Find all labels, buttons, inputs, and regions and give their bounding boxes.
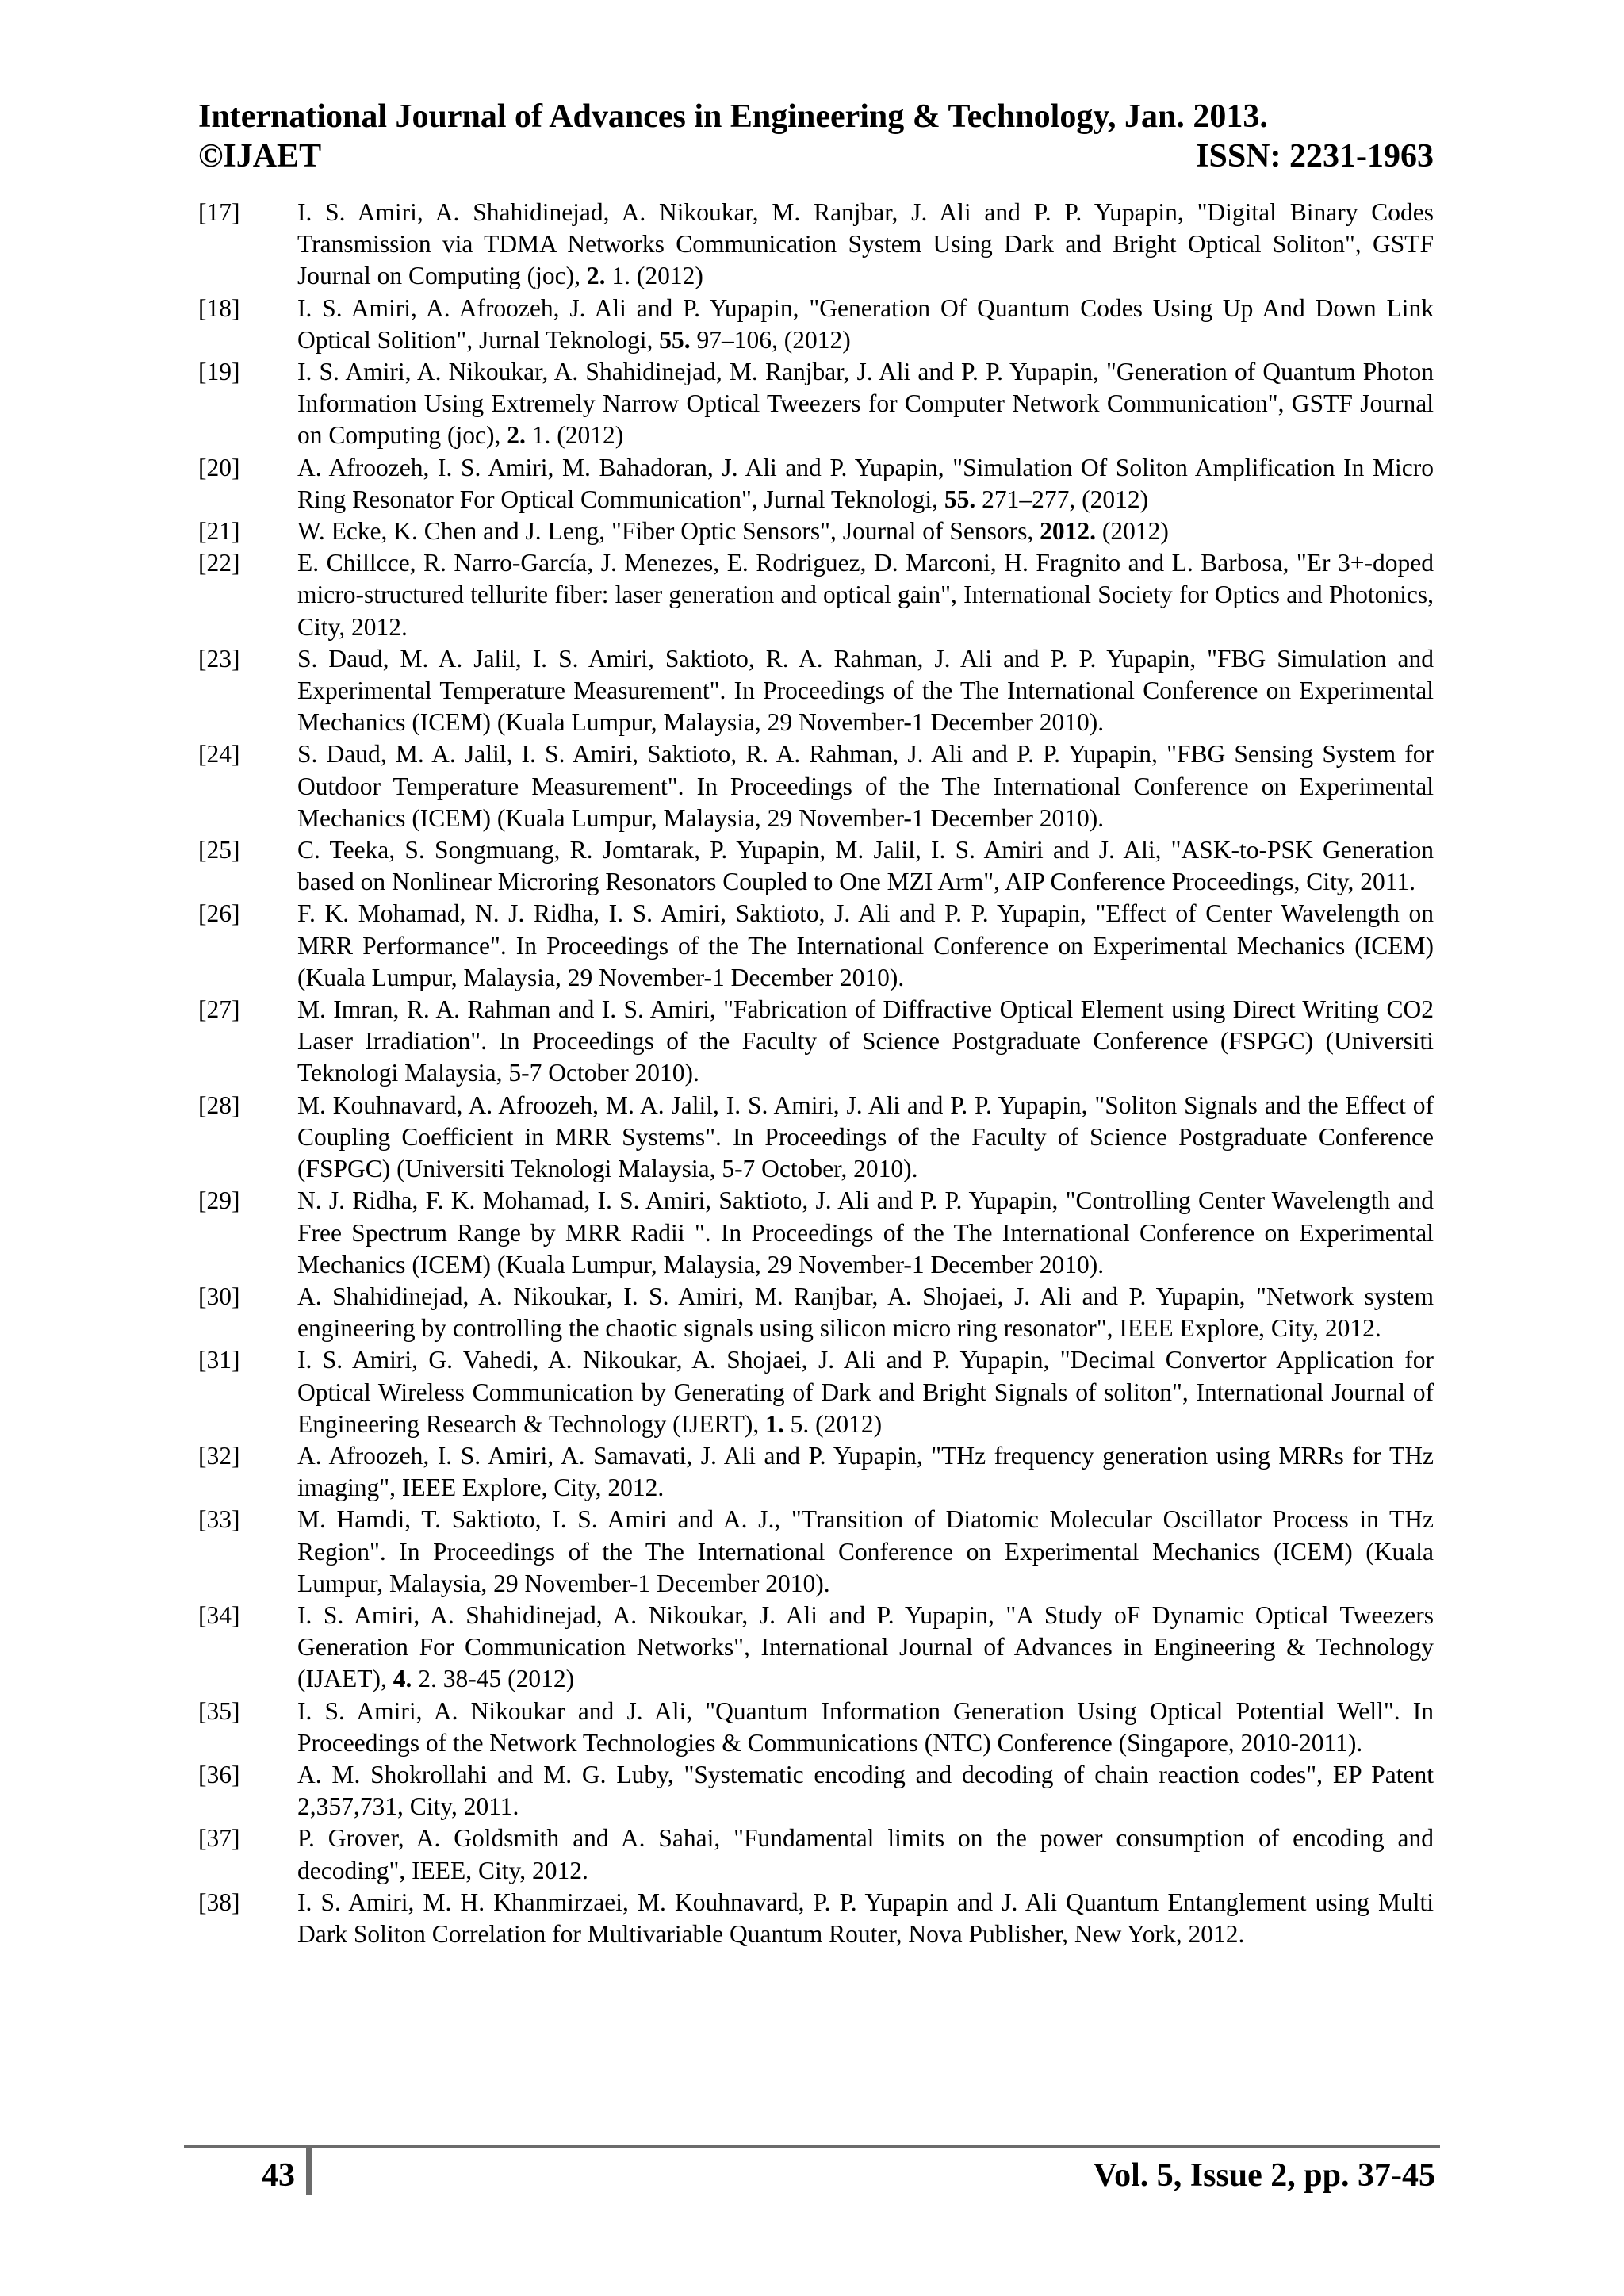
reference-text [297, 356, 1434, 452]
reference-citation: I. S. Amiri, G. Vahedi, A. Nikoukar, A. Shojaei, J. Ali and P. Yupapin, "Decimal Convertor Application for Optical Wireless Communication by Generating of Dark and Bright Signals of soliton", International Journal of Engineering Research & Technology (IJERT), [297, 1346, 1434, 1438]
reference-number: [19] [198, 358, 240, 386]
reference-text [297, 898, 1434, 994]
reference-volume: 55. [944, 485, 976, 513]
reference-item [198, 452, 1434, 516]
reference-text [297, 1185, 1434, 1281]
reference-text [297, 1281, 1434, 1344]
reference-text [297, 1600, 1434, 1696]
journal-header [198, 97, 1434, 176]
reference-number: [37] [198, 1824, 240, 1853]
reference-text [297, 738, 1434, 834]
reference-text [297, 547, 1434, 643]
reference-number: [36] [198, 1760, 240, 1788]
reference-item [198, 1696, 1434, 1759]
reference-text [297, 1823, 1434, 1886]
reference-number: [33] [198, 1505, 240, 1534]
reference-item [198, 1090, 1434, 1186]
reference-item [198, 1823, 1434, 1886]
reference-number: [38] [198, 1888, 240, 1916]
reference-volume: 55. [659, 325, 691, 354]
reference-text [297, 197, 1434, 293]
reference-number: [17] [198, 198, 240, 226]
issn-label: ISSN: 2231-1963 [1196, 138, 1434, 174]
reference-item [198, 293, 1434, 356]
footer-rule [184, 2145, 1440, 2148]
reference-number: [35] [198, 1696, 240, 1725]
reference-citation: F. K. Mohamad, N. J. Ridha, I. S. Amiri, Saktioto, J. Ali and P. P. Yupapin, "Effect of Center Wavelength on MRR Performance". In Proceedings of the The International Conference on Experimental Mechanics (ICEM) (Kuala Lumpur, Malaysia, 29 November-1 December 2010). [297, 899, 1434, 991]
reference-citation: I. S. Amiri, A. Nikoukar and J. Ali, "Quantum Information Generation Using Optical Potential Well". In Proceedings of the Network Technologies & Communications (NTC) Conference (Singapore, 2010-2011). [297, 1696, 1434, 1757]
reference-number: [32] [198, 1441, 240, 1470]
reference-citation: S. Daud, M. A. Jalil, I. S. Amiri, Saktioto, R. A. Rahman, J. Ali and P. P. Yupapin, "FBG Sensing System for Outdoor Temperature Measurement". In Proceedings of the The International Conference on Experimental Mechanics (ICEM) (Kuala Lumpur, Malaysia, 29 November-1 December 2010). [297, 740, 1434, 832]
reference-item [198, 1440, 1434, 1504]
reference-text [297, 1504, 1434, 1600]
reference-item [198, 1600, 1434, 1696]
reference-citation: C. Teeka, S. Songmuang, R. Jomtarak, P. Yupapin, M. Jalil, I. S. Amiri and J. Ali, "ASK-to-PSK Generation based on Nonlinear Microring Resonators Coupled to One MZI Arm", AIP Conference Proceedings, City, 2011. [297, 836, 1434, 896]
copyright-label: ©IJAET [198, 138, 322, 174]
reference-number: [21] [198, 517, 240, 546]
reference-text [297, 1759, 1434, 1823]
reference-citation: W. Ecke, K. Chen and J. Leng, "Fiber Optic Sensors", Journal of Sensors, [297, 517, 1040, 546]
volume-info: Vol. 5, Issue 2, pp. 37-45 [1093, 2157, 1435, 2194]
reference-number: [28] [198, 1091, 240, 1119]
reference-volume: 4. [393, 1665, 412, 1693]
reference-citation: I. S. Amiri, A. Shahidinejad, A. Nikoukar, J. Ali and P. Yupapin, "A Study oF Dynamic Optical Tweezers Generation For Communication Networks", International Journal of Advances in Engineering & Technology (IJAET), [297, 1600, 1434, 1693]
reference-text [297, 516, 1434, 547]
reference-text [297, 452, 1434, 516]
reference-number: [22] [198, 549, 240, 577]
reference-item [198, 1281, 1434, 1344]
reference-item [198, 1344, 1434, 1440]
reference-citation: A. Afroozeh, I. S. Amiri, A. Samavati, J. Ali and P. Yupapin, "THz frequency generation using MRRs for THz imaging", IEEE Explore, City, 2012. [297, 1441, 1434, 1502]
reference-details: 1. (2012) [525, 421, 624, 450]
reference-citation: A. M. Shokrollahi and M. G. Luby, "Systematic encoding and decoding of chain reaction codes", EP Patent 2,357,731, City, 2011. [297, 1760, 1434, 1821]
reference-citation: N. J. Ridha, F. K. Mohamad, I. S. Amiri, Saktioto, J. Ali and P. P. Yupapin, "Controlling Center Wavelength and Free Spectrum Range by MRR Radii ". In Proceedings of the The International Conference on Experimental Mechanics (ICEM) (Kuala Lumpur, Malaysia, 29 November-1 December 2010). [297, 1186, 1434, 1278]
reference-volume: 2. [507, 421, 526, 450]
header-row [198, 136, 1434, 176]
reference-item [198, 738, 1434, 834]
reference-number: [31] [198, 1346, 240, 1374]
reference-citation: P. Grover, A. Goldsmith and A. Sahai, "Fundamental limits on the power consumption of encoding and decoding", IEEE, City, 2012. [297, 1824, 1434, 1884]
reference-details: (2012) [1096, 517, 1169, 546]
reference-item [198, 834, 1434, 898]
reference-item [198, 1759, 1434, 1823]
reference-item [198, 1887, 1434, 1950]
reference-citation: I. S. Amiri, M. H. Khanmirzaei, M. Kouhnavard, P. P. Yupapin and J. Ali Quantum Entanglement using Multi Dark Soliton Correlation for Multivariable Quantum Router, Nova Publisher, New York, 2012. [297, 1888, 1434, 1948]
reference-volume: 2012. [1040, 517, 1097, 546]
reference-number: [23] [198, 644, 240, 673]
reference-item [198, 197, 1434, 293]
reference-number: [26] [198, 899, 240, 928]
reference-item [198, 994, 1434, 1090]
reference-number: [30] [198, 1282, 240, 1310]
reference-text [297, 834, 1434, 898]
footer-divider [306, 2145, 312, 2195]
reference-details: 97–106, (2012) [690, 325, 851, 354]
reference-volume: 2. [586, 262, 606, 290]
reference-volume: 1. [765, 1409, 784, 1438]
reference-number: [34] [198, 1600, 240, 1629]
reference-item [198, 898, 1434, 994]
reference-item [198, 516, 1434, 547]
reference-details: 2. 38-45 (2012) [412, 1665, 575, 1693]
reference-citation: I. S. Amiri, A. Afroozeh, J. Ali and P. Yupapin, "Generation Of Quantum Codes Using Up And Down Link Optical Solition", Jurnal Teknologi, [297, 293, 1434, 354]
reference-citation: A. Shahidinejad, A. Nikoukar, I. S. Amiri, M. Ranjbar, A. Shojaei, J. Ali and P. Yupapin, "Network system engineering by controlling the chaotic signals using silicon micro ring resonator", IEEE Explore, City, 2012. [297, 1282, 1434, 1343]
reference-citation: I. S. Amiri, A. Nikoukar, A. Shahidinejad, M. Ranjbar, J. Ali and P. P. Yupapin, "Generation of Quantum Photon Information Using Extremely Narrow Optical Tweezers for Computer Network Communication", GSTF Journal on Computing (joc), [297, 358, 1434, 450]
reference-number: [18] [198, 293, 240, 322]
reference-text [297, 1090, 1434, 1186]
reference-text [297, 1696, 1434, 1759]
reference-citation: S. Daud, M. A. Jalil, I. S. Amiri, Saktioto, R. A. Rahman, J. Ali and P. P. Yupapin, "FBG Simulation and Experimental Temperature Measurement". In Proceedings of the The International Conference on Experimental Mechanics (ICEM) (Kuala Lumpur, Malaysia, 29 November-1 December 2010). [297, 644, 1434, 737]
reference-citation: I. S. Amiri, A. Shahidinejad, A. Nikoukar, M. Ranjbar, J. Ali and P. P. Yupapin, "Digital Binary Codes Transmission via TDMA Networks Communication System Using Dark and Bright Optical Soliton", GSTF Journal on Computing (joc), [297, 198, 1434, 290]
reference-citation: E. Chillcce, R. Narro-García, J. Menezes, E. Rodriguez, D. Marconi, H. Fragnito and L. Barbosa, "Er 3+-doped micro-structured tellurite fiber: laser generation and optical gain", International Society for Optics and Photonics, City, 2012. [297, 549, 1434, 641]
reference-number: [27] [198, 995, 240, 1024]
reference-text [297, 293, 1434, 356]
journal-title: International Journal of Advances in Engineering & Technology, Jan. 2013. [198, 98, 1268, 135]
reference-text [297, 994, 1434, 1090]
reference-text [297, 643, 1434, 739]
reference-item [198, 1504, 1434, 1600]
reference-number: [20] [198, 453, 240, 481]
reference-text [297, 1887, 1434, 1950]
reference-text [297, 1344, 1434, 1440]
reference-details: 1. (2012) [605, 262, 703, 290]
reference-citation: M. Kouhnavard, A. Afroozeh, M. A. Jalil, I. S. Amiri, J. Ali and P. P. Yupapin, "Soliton Signals and the Effect of Coupling Coefficient in MRR Systems". In Proceedings of the Faculty of Science Postgraduate Conference (FSPGC) (Universiti Teknologi Malaysia, 5-7 October, 2010). [297, 1091, 1434, 1183]
reference-details: 5. (2012) [783, 1409, 883, 1438]
reference-text [297, 1440, 1434, 1504]
page-number: 43 [262, 2157, 295, 2194]
reference-item [198, 643, 1434, 739]
reference-number: [29] [198, 1186, 240, 1215]
reference-citation: A. Afroozeh, I. S. Amiri, M. Bahadoran, J. Ali and P. Yupapin, "Simulation Of Soliton Amplification In Micro Ring Resonator For Optical Communication", Jurnal Teknologi, [297, 453, 1434, 513]
reference-number: [24] [198, 740, 240, 769]
reference-details: 271–277, (2012) [975, 485, 1149, 513]
reference-item [198, 547, 1434, 643]
reference-number: [25] [198, 836, 240, 864]
reference-citation: M. Hamdi, T. Saktioto, I. S. Amiri and A. J., "Transition of Diatomic Molecular Oscillator Process in THz Region". In Proceedings of the The International Conference on Experimental Mechanics (ICEM) (Kuala Lumpur, Malaysia, 29 November-1 December 2010). [297, 1505, 1434, 1597]
reference-item [198, 356, 1434, 452]
reference-list [198, 197, 1434, 1950]
reference-citation: M. Imran, R. A. Rahman and I. S. Amiri, "Fabrication of Diffractive Optical Element using Direct Writing CO2 Laser Irradiation". In Proceedings of the Faculty of Science Postgraduate Conference (FSPGC) (Universiti Teknologi Malaysia, 5-7 October 2010). [297, 995, 1434, 1087]
reference-item [198, 1185, 1434, 1281]
